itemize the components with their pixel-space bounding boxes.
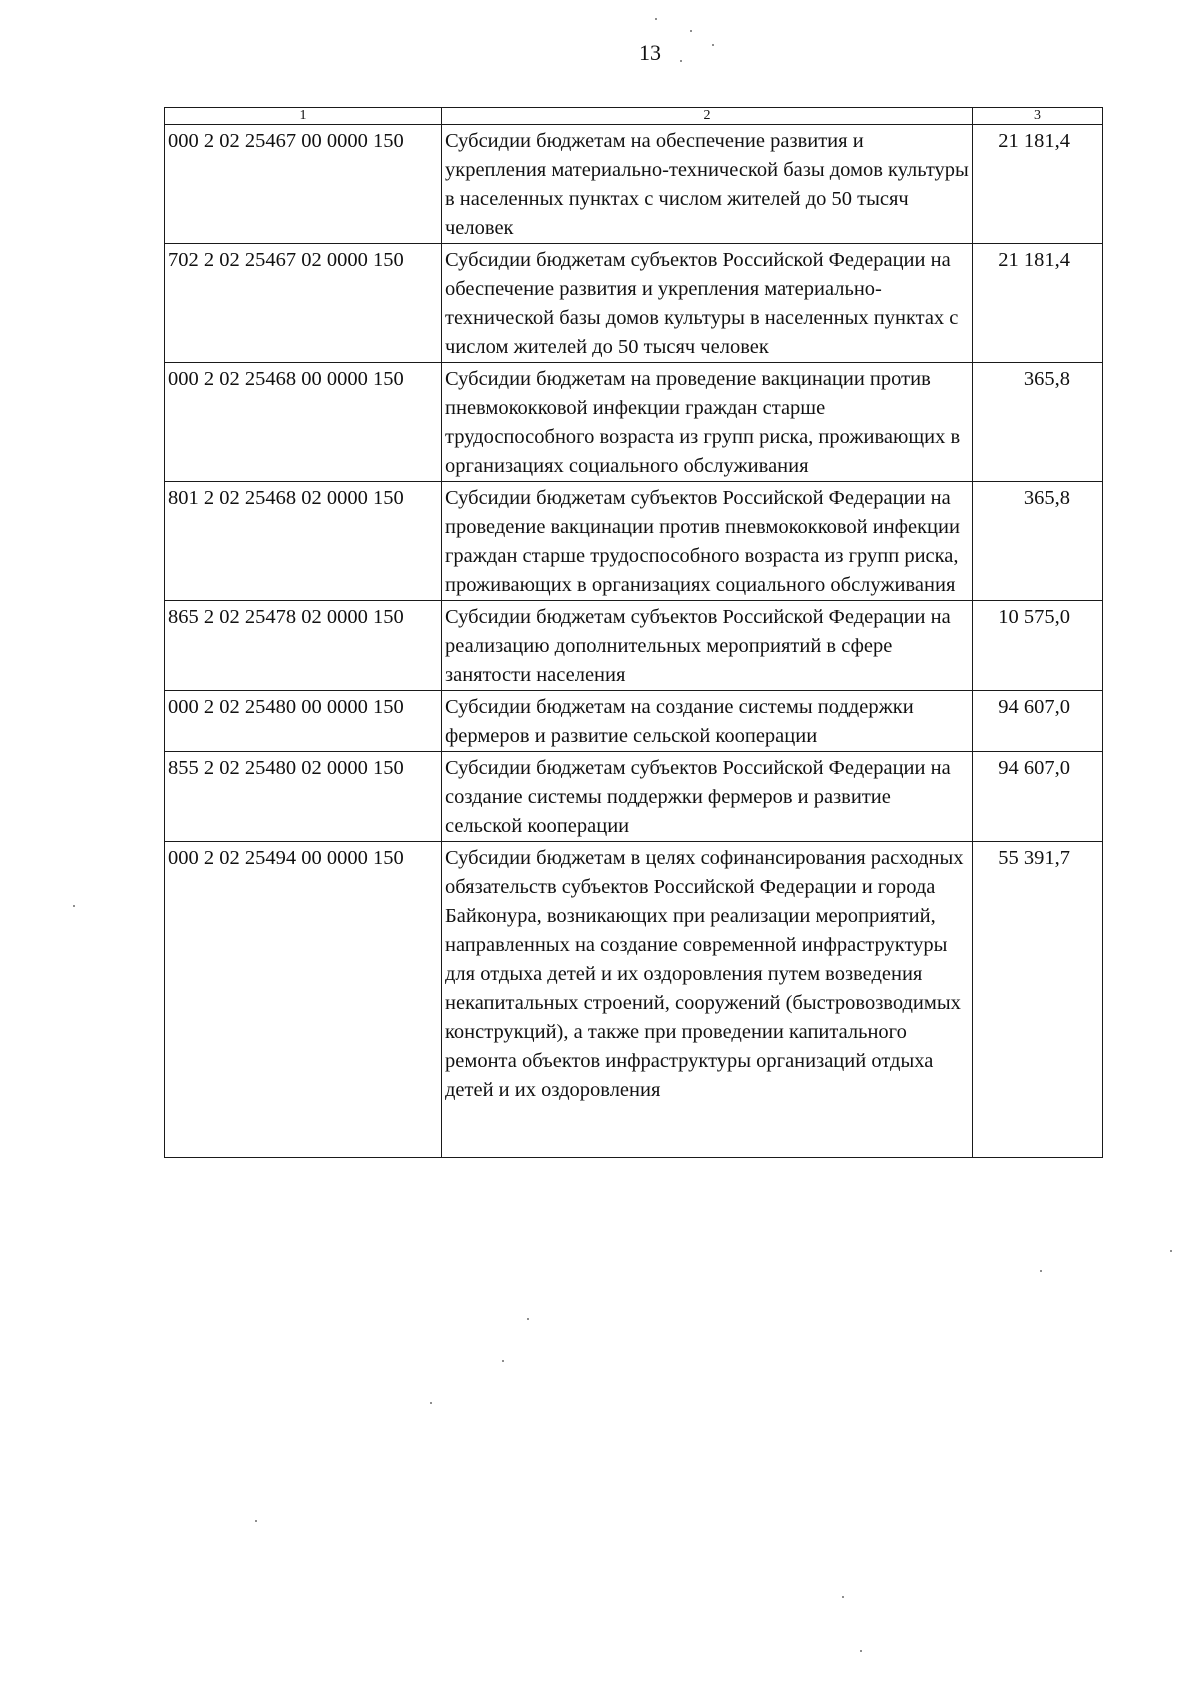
scan-speck (502, 1360, 504, 1362)
revenue-name: Субсидии бюджетам субъектов Российской Федерации на создание системы поддержки фермеров и развитие сельской кооперации (442, 752, 973, 842)
amount: 94 607,0 (973, 752, 1103, 842)
budget-classification-code: 000 2 02 25480 00 0000 150 (165, 691, 442, 752)
budget-classification-code: 000 2 02 25467 00 0000 150 (165, 125, 442, 244)
budget-revenue-table (164, 107, 1103, 1158)
table-row (165, 125, 1103, 244)
scan-speck (655, 18, 657, 20)
budget-classification-code: 702 2 02 25467 02 0000 150 (165, 244, 442, 363)
table-row (165, 363, 1103, 482)
scan-speck (1170, 1250, 1172, 1252)
budget-classification-code: 000 2 02 25494 00 0000 150 (165, 842, 442, 1158)
scan-speck (860, 1650, 862, 1652)
column-number-3: 3 (973, 108, 1103, 125)
scan-speck (1040, 1270, 1042, 1272)
budget-classification-code: 000 2 02 25468 00 0000 150 (165, 363, 442, 482)
budget-classification-code: 855 2 02 25480 02 0000 150 (165, 752, 442, 842)
column-number-2: 2 (442, 108, 973, 125)
table-row (165, 482, 1103, 601)
amount: 365,8 (973, 482, 1103, 601)
column-number-1: 1 (165, 108, 442, 125)
scan-speck (680, 60, 682, 62)
scan-speck (842, 1596, 844, 1598)
revenue-name: Субсидии бюджетам субъектов Российской Федерации на реализацию дополнительных мероприятий в сфере занятости населения (442, 601, 973, 691)
revenue-name: Субсидии бюджетам субъектов Российской Федерации на обеспечение развития и укрепления материально-технической базы домов культуры в населенных пунктах с числом жителей до 50 тысяч человек (442, 244, 973, 363)
scan-speck (690, 30, 692, 32)
revenue-name: Субсидии бюджетам в целях софинансирования расходных обязательств субъектов Российской Федерации и города Байконура, возникающих при реализации мероприятий, направленных на создание современной инфраструктуры для отдыха детей и их оздоровления путем возведения некапитальных строений, сооружений (быстровозводимых конструкций), а также при проведении капитального ремонта объектов инфраструктуры организаций отдыха детей и их оздоровления (442, 842, 973, 1158)
revenue-name: Субсидии бюджетам на обеспечение развития и укрепления материально-технической базы домов культуры в населенных пунктах с числом жителей до 50 тысяч человек (442, 125, 973, 244)
scan-speck (712, 44, 714, 46)
budget-classification-code: 865 2 02 25478 02 0000 150 (165, 601, 442, 691)
table-row (165, 842, 1103, 1158)
table-row (165, 244, 1103, 363)
amount: 55 391,7 (973, 842, 1103, 1158)
revenue-name: Субсидии бюджетам субъектов Российской Федерации на проведение вакцинации против пневмококковой инфекции граждан старше трудоспособного возраста из групп риска, проживающих в организациях социального обслуживания (442, 482, 973, 601)
scan-speck (430, 1402, 432, 1404)
amount: 21 181,4 (973, 125, 1103, 244)
page-number: 13 (639, 40, 661, 65)
amount: 365,8 (973, 363, 1103, 482)
column-number-row (165, 108, 1103, 125)
revenue-name: Субсидии бюджетам на создание системы поддержки фермеров и развитие сельской кооперации (442, 691, 973, 752)
amount: 94 607,0 (973, 691, 1103, 752)
revenue-name: Субсидии бюджетам на проведение вакцинации против пневмококковой инфекции граждан старше трудоспособного возраста из групп риска, проживающих в организациях социального обслуживания (442, 363, 973, 482)
amount: 21 181,4 (973, 244, 1103, 363)
table-row (165, 601, 1103, 691)
table-row (165, 752, 1103, 842)
scan-speck (255, 1520, 257, 1522)
amount: 10 575,0 (973, 601, 1103, 691)
scan-speck (73, 905, 75, 907)
table-row (165, 691, 1103, 752)
budget-classification-code: 801 2 02 25468 02 0000 150 (165, 482, 442, 601)
scan-speck (527, 1318, 529, 1320)
